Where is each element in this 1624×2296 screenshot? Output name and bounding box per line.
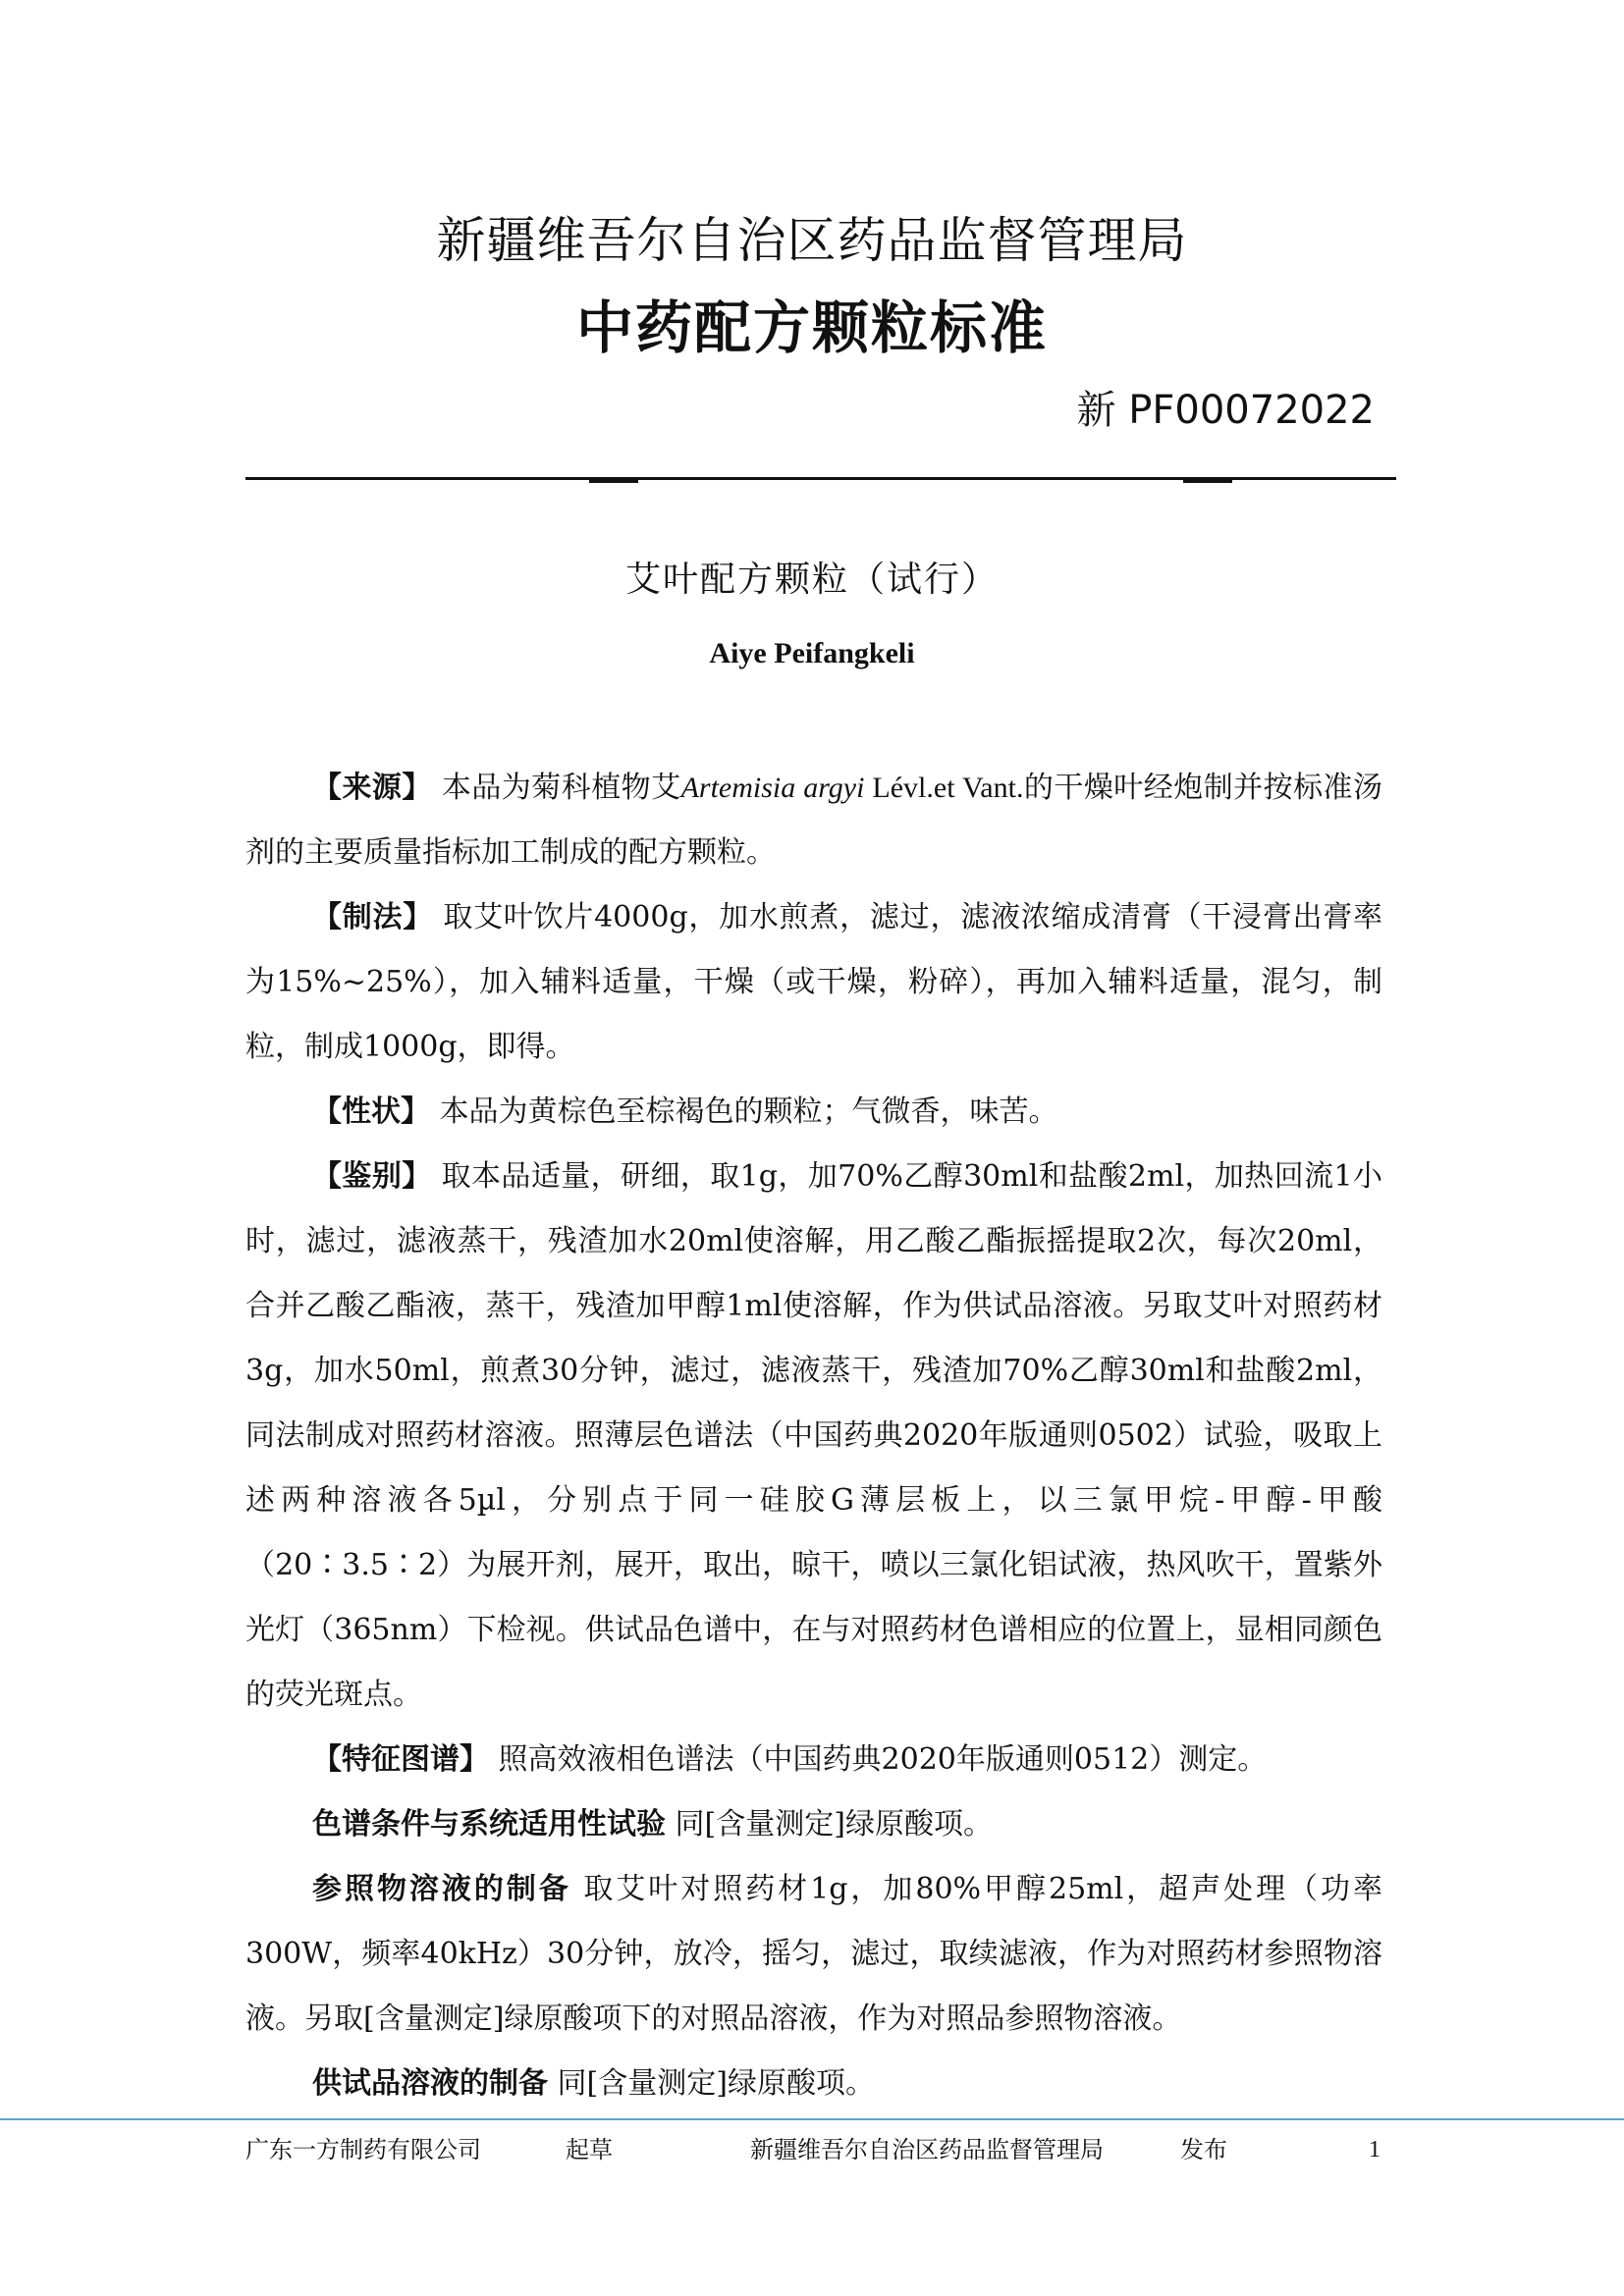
section-source [245, 756, 1382, 885]
section-label: 【性状】 [312, 1095, 430, 1129]
section-label: 【特征图谱】 [312, 1742, 489, 1777]
footer-drafter: 广东一方制药有限公司 [245, 2136, 481, 2163]
product-title: 艾叶配方颗粒（试行） [624, 560, 999, 600]
footer-publisher: 新疆维吾尔自治区药品监督管理局 [750, 2136, 1104, 2163]
section-fingerprint [245, 1728, 1382, 1792]
product-latin-name: Aiye Peifangkeli [709, 637, 915, 669]
standard-title: 中药配方颗粒标准 [575, 294, 1048, 361]
section-label: 【鉴别】 [312, 1159, 432, 1194]
footer-publisher-role: 发布 [1180, 2136, 1227, 2163]
subsection-label: 色谱条件与系统适用性试验 [312, 1807, 666, 1842]
section-text: 本品为菊科植物艾 [441, 771, 681, 805]
section-text: 本品为黄棕色至棕褐色的颗粒；气微香，味苦。 [439, 1095, 1058, 1129]
subsection-text: 同[含量测定]绿原酸项。 [675, 1807, 993, 1842]
section-text: 照高效液相色谱法（中国药典2020年版通则0512）测定。 [498, 1742, 1268, 1777]
section-label: 【制法】 [312, 900, 434, 934]
latin-species-name: Artemisia argyi [680, 772, 865, 804]
issuing-agency: 新疆维吾尔自治区药品监督管理局 [436, 212, 1188, 269]
footer-drafter-role: 起草 [566, 2136, 613, 2163]
footer-divider [0, 2118, 1624, 2120]
section-text: 取艾叶饮片4000g，加水煎煮，滤过，滤液浓缩成清膏（干浸膏出膏率为15%~25%），加入辅料适量，干燥（或干燥，粉碎），再加入辅料适量，混匀，制粒，制成1000g，即得。 [245, 900, 1382, 1064]
latin-author-citation: Lévl.et Vant. [864, 772, 1024, 804]
section-text: 取本品适量，研细，取1g，加70%乙醇30ml和盐酸2ml，加热回流1小时，滤过，滤液蒸干，残渣加水20ml使溶解，用乙酸乙酯振摇提取2次，每次20ml，合并乙酸乙酯液，蒸干，残渣加甲醇1ml使溶解，作为供试品溶液。另取艾叶对照药材3g，加水50ml，煎煮30分钟，滤过，滤液蒸干，残渣加70%乙醇30ml和盐酸2ml，同法制成对照药材溶液。照薄层色谱法（中国药典2020年版通则0502）试验，吸取上述两种溶液各5µl，分别点于同一硅胶G薄层板上，以三氯甲烷-甲醇-甲酸（20∶3.5∶2）为展开剂，展开，取出，晾干，喷以三氯化铝试液，热风吹干，置紫外光灯（365nm）下检视。供试品色谱中，在与对照药材色谱相应的位置上，显相同颜色的荧光斑点。 [245, 1159, 1383, 1712]
subsection-label: 参照物溶液的制备 [312, 1872, 571, 1906]
page-number: 1 [1369, 2137, 1380, 2163]
header-divider-mark-right [1183, 477, 1232, 483]
section-text: 的干燥叶经炮制并按标准汤剂的主要质量指标加工制成的配方颗粒。 [245, 771, 1383, 870]
section-identification [245, 1145, 1382, 1728]
header-divider-mark-left [589, 477, 638, 483]
subsection-text: 同[含量测定]绿原酸项。 [557, 2066, 875, 2101]
subsection-text: 取艾叶对照药材1g，加80%甲醇25ml，超声处理（功率300W，频率40kHz）30分钟，放冷，摇匀，滤过，取续滤液，作为对照药材参照物溶液。另取[含量测定]绿原酸项下的对照品溶液，作为对照品参照物溶液。 [245, 1872, 1383, 2036]
document-number: 新 PF00072022 [1076, 388, 1375, 433]
section-preparation [245, 885, 1382, 1080]
subsection-label: 供试品溶液的制备 [312, 2066, 548, 2101]
subsection-chromatographic-conditions [245, 1792, 1382, 1857]
section-description [245, 1080, 1382, 1145]
document-body [245, 756, 1382, 2116]
subsection-test-solution [245, 2052, 1382, 2116]
section-label: 【来源】 [312, 771, 432, 805]
subsection-reference-solution [245, 1857, 1382, 2052]
